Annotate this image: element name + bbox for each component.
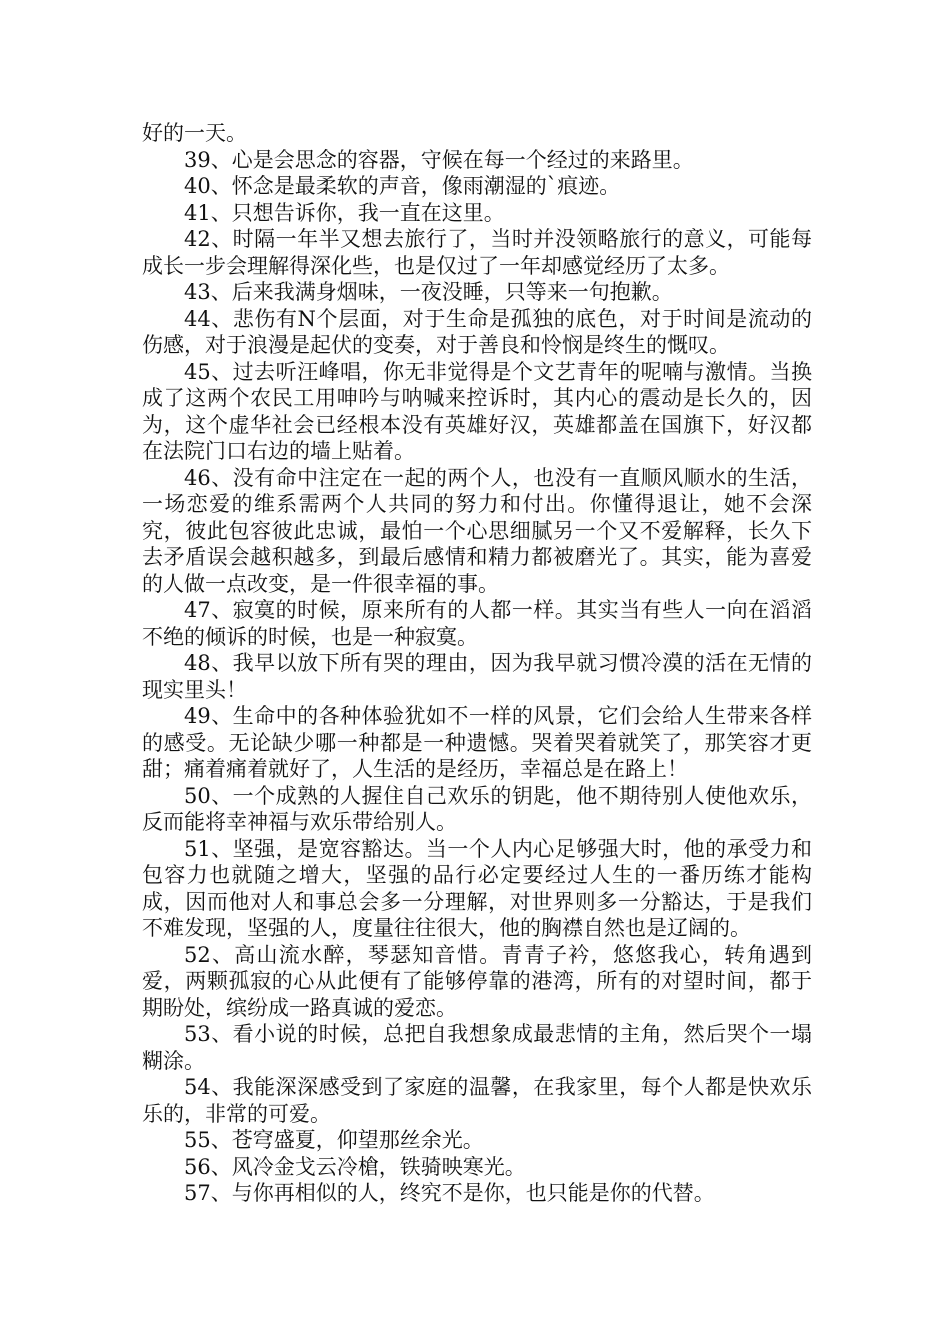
paragraph: 49、生命中的各种体验犹如不一样的风景，它们会给人生带来各样的感受。无论缺少哪一种都是一种遗憾。哭着哭着就笑了，那笑容才更甜；痛着痛着就好了，人生活的是经历，幸福总是在路上！ bbox=[142, 704, 812, 781]
paragraph: 44、悲伤有N个层面，对于生命是孤独的底色，对于时间是流动的伤感，对于浪漫是起伏的变奏，对于善良和怜悯是终生的慨叹。 bbox=[142, 306, 812, 357]
paragraph: 57、与你再相似的人，终究不是你，也只能是你的代替。 bbox=[184, 1181, 715, 1205]
paragraph: 55、苍穹盛夏，仰望那丝余光。 bbox=[184, 1128, 484, 1152]
paragraph: 39、心是会思念的容器，守候在每一个经过的来路里。 bbox=[184, 147, 694, 172]
paragraph: 53、看小说的时候，总把自我想象成最悲情的主角，然后哭个一塌糊涂。 bbox=[142, 1022, 812, 1073]
paragraph: 50、一个成熟的人握住自己欢乐的钥匙，他不期待别人使他欢乐，反而能将幸神福与欢乐带给别人。 bbox=[142, 783, 812, 834]
paragraph: 40、怀念是最柔软的声音，像雨潮湿的`痕迹。 bbox=[184, 174, 621, 198]
paragraph: 好的一天。 bbox=[142, 121, 247, 145]
document-body bbox=[142, 120, 812, 1207]
paragraph: 51、坚强，是宽容豁达。当一个人内心足够强大时，他的承受力和包容力也就随之增大，坚强的品行必定要经过人生的一番历练才能构成，因而他对人和事总会多一分理解，对世界则多一分豁达，于是我们不难发现，坚强的人，度量往往很大，他的胸襟自然也是辽阔的。 bbox=[142, 836, 812, 940]
paragraph: 52、高山流水醉，琴瑟知音惜。青青子衿，悠悠我心，转角遇到爱，两颗孤寂的心从此便有了能够停靠的港湾，所有的对望时间，都于期盼处，缤纷成一路真诚的爱恋。 bbox=[142, 942, 812, 1020]
paragraph: 43、后来我满身烟味，一夜没睡，只等来一句抱歉。 bbox=[184, 280, 673, 304]
paragraph: 48、我早以放下所有哭的理由，因为我早就习惯冷漠的活在无情的现实里头！ bbox=[142, 651, 812, 702]
paragraph: 45、过去听汪峰唱，你无非觉得是个文艺青年的呢喃与激情。当换成了这两个农民工用呻吟与呐喊来控诉时，其内心的震动是长久的，因为，这个虚华社会已经根本没有英雄好汉，英雄都盖在国旗下，好汉都在法院门口右边的墙上贴着。 bbox=[142, 359, 812, 463]
paragraph: 54、我能深深感受到了家庭的温馨，在我家里，每个人都是快欢乐乐的，非常的可爱。 bbox=[142, 1075, 812, 1126]
paragraph: 41、只想告诉你，我一直在这里。 bbox=[184, 200, 505, 225]
paragraph: 46、没有命中注定在一起的两个人，也没有一直顺风顺水的生活，一场恋爱的维系需两个人共同的努力和付出。你懂得退让，她不会深究，彼此包容彼此忠诚，最怕一个心思细腻另一个又不爱解释，长久下去矛盾误会越积越多，到最后感情和精力都被磨光了。其实，能为喜爱的人做一点改变，是一件很幸福的事。 bbox=[142, 465, 812, 596]
paragraph: 47、寂寞的时候，原来所有的人都一样。其实当有些人一向在滔滔不绝的倾诉的时候，也是一种寂寞。 bbox=[142, 598, 812, 649]
paragraph: 56、风冷金戈云冷槍，铁骑映寒光。 bbox=[184, 1154, 526, 1179]
paragraph: 42、时隔一年半又想去旅行了，当时并没领略旅行的意义，可能每成长一步会理解得深化些，也是仅过了一年却感觉经历了太多。 bbox=[142, 227, 812, 278]
